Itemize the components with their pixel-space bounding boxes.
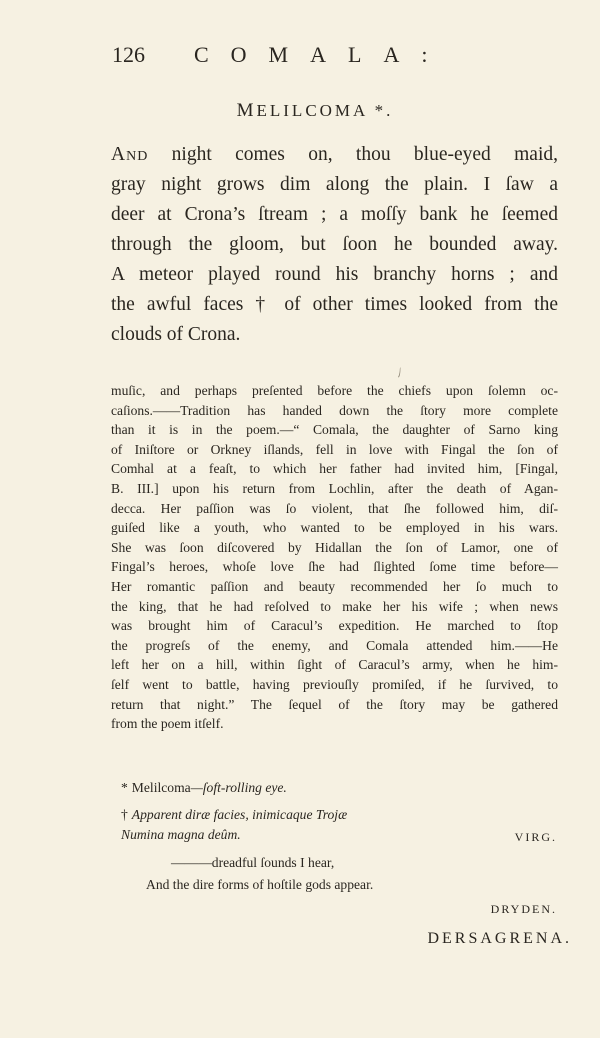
speaker-footnote-marker: *. bbox=[367, 101, 394, 120]
note-line: guiſed like a youth, who wanted to be employed in his wars. bbox=[111, 520, 558, 536]
note-line: Fingal’s heroes, whoſe love ſhe had ſlighted ſome time before— bbox=[111, 559, 558, 575]
catchword: DERSAGRENA. bbox=[427, 930, 572, 947]
note-line: muſic, and perhaps preſented before the chiefs upon ſolemn oc- bbox=[111, 383, 558, 398]
verse-line: A meteor played round his branchy horns ; and bbox=[111, 264, 558, 285]
note-line: B. III.] upon his return from Lochlin, after the death of Agan- bbox=[111, 480, 558, 496]
note-line: the progreſs of the enemy, and Comala attended him.——He bbox=[111, 637, 558, 653]
footnote-term: Melilcoma bbox=[131, 780, 191, 795]
stray-ink-mark: 〵 bbox=[391, 366, 407, 382]
footnote-latin-line-2: Numina magna deûm. bbox=[121, 827, 241, 842]
running-title: COMALA: bbox=[194, 42, 450, 67]
note-line: decca. Her paſſion was ſo violent, that ſhe followed him, diſ- bbox=[111, 500, 558, 516]
verse-line: deer at Crona’s ſtream ; a moſſy bank he ſeemed bbox=[111, 204, 558, 225]
footnote-latin-line-1: † Apparent diræ facies, inimicaque Trojæ bbox=[121, 807, 348, 822]
speaker-initial: M bbox=[236, 100, 257, 121]
poem-verse bbox=[111, 140, 558, 350]
footnote-melilcoma bbox=[121, 780, 287, 796]
verse-line: clouds of Crona. bbox=[111, 324, 241, 345]
note-line: than it is in the poem.—“ Comala, the daughter of Sarno king bbox=[111, 422, 558, 438]
note-line: left her on a hill, within ſight of Caracul’s army, when he him- bbox=[111, 657, 558, 673]
dryden-quote-line-1: ———dreadful ſounds I hear, bbox=[171, 855, 335, 870]
asterisk-symbol: * bbox=[121, 780, 128, 795]
note-line: the king, that he had reſolved to make her his wife ; when news bbox=[111, 598, 558, 614]
note-line: Comhal at a feaſt, to which her father had invited him, [Fingal, bbox=[111, 461, 558, 477]
verse-line: through the gloom, but ſoon he bounded away. bbox=[111, 234, 558, 255]
speaker-name: ELILCOMA bbox=[256, 101, 368, 120]
attribution-virgil: VIRG. bbox=[514, 830, 557, 844]
note-line: from the poem itſelf. bbox=[111, 716, 224, 732]
page-number: 126 bbox=[112, 42, 145, 67]
note-line: caſions.——Tradition has handed down the ſtory more complete bbox=[111, 402, 558, 418]
verse-line: And night comes on, thou blue-eyed maid, bbox=[111, 144, 558, 165]
note-line: was brought him of Caracul’s expedition. He marched to ſtop bbox=[111, 618, 558, 634]
footnote-gloss: —ſoft-rolling eye. bbox=[190, 780, 287, 795]
verse-opening-word: And bbox=[111, 144, 149, 165]
dryden-quote-line-2: And the dire forms of hoſtile gods appear. bbox=[146, 877, 374, 892]
attribution-dryden: DRYDEN. bbox=[490, 902, 557, 916]
note-line: return that night.” The ſequel of the ſtory may be gathered bbox=[111, 696, 558, 712]
note-line: Her romantic paſſion and beauty recommended her ſo much to bbox=[111, 578, 558, 594]
continued-note bbox=[111, 381, 558, 734]
note-line: She was ſoon diſcovered by Hidallan the ſon of Lamor, one of bbox=[111, 539, 558, 555]
dagger-symbol: † bbox=[121, 807, 128, 822]
note-line: of Iniſtore or Orkney iſlands, fell in love with Fingal the ſon of bbox=[111, 441, 558, 457]
note-line: ſelf went to battle, having previouſly promiſed, if he ſurvived, to bbox=[111, 676, 558, 692]
verse-line: the awful faces † of other times looked from the bbox=[111, 294, 558, 315]
speaker-heading bbox=[0, 100, 600, 122]
verse-line: gray night grows dim along the plain. I ſaw a bbox=[111, 174, 558, 195]
page-header bbox=[112, 42, 512, 78]
